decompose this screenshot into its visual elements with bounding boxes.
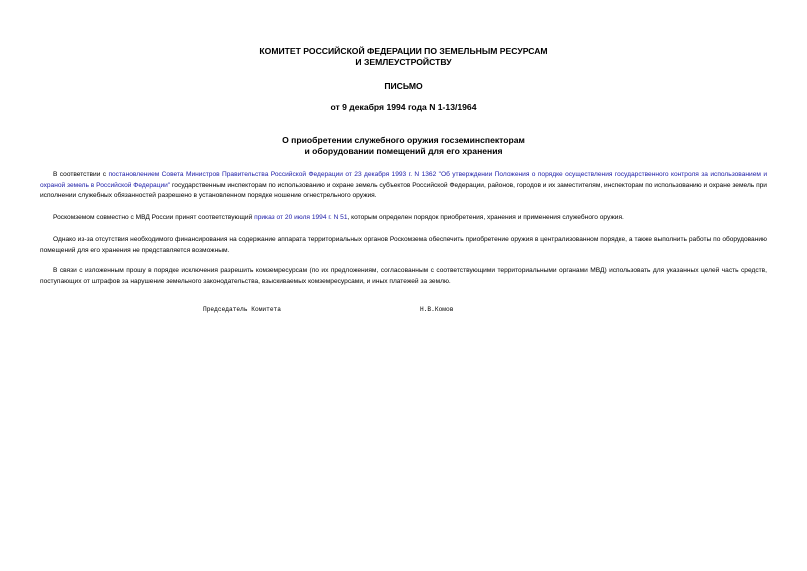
- paragraph-4-text: В связи с изложенным прошу в порядке исключения разрешить комземресурсам (по их предложениям, согласованным с соответствующими территориальными органами МВД) использовать для указанных целей часть средств, поступающих от штрафов за нарушение земельного законодательства, взыскиваемых комземресурсами, и иных платежей за землю.: [40, 267, 767, 285]
- signature-position: Председатель Комитета: [203, 306, 281, 313]
- signature-name: Н.В.Комов: [420, 306, 454, 313]
- document-subject: [0, 135, 807, 157]
- decree-1362-link[interactable]: постановлением Совета Министров Правительства Российской Федерации от 23 декабря 1993 г. N 1362 "Об утверждении Положения о порядке осуществления государственного контроля за использованием и охраной земель в Российской Федерации": [40, 171, 767, 189]
- subject-line-2: и оборудовании помещений для его хранения: [304, 146, 503, 156]
- date-number-label: от 9 декабря 1994 года N 1-13/1964: [330, 102, 477, 112]
- paragraph-1-after: государственным инспекторам по использованию и охране земель субъектов Российской Федерации, районов, городов и их заместителям, инспекторам по использованию и охране земель при исполнении служебных обязанностей разрешено в установленном порядке ношение огнестрельного оружия.: [40, 181, 767, 199]
- organization-line-1: КОМИТЕТ РОССИЙСКОЙ ФЕДЕРАЦИИ ПО ЗЕМЕЛЬНЫМ РЕСУРСАМ: [259, 46, 548, 56]
- document-type-label: ПИСЬМО: [384, 81, 423, 91]
- paragraph-2-text: [40, 213, 767, 224]
- organization-line-2: И ЗЕМЛЕУСТРОЙСТВУ: [355, 57, 452, 67]
- paragraph-2: [40, 213, 767, 224]
- subject-line-1: О приобретении служебного оружия госземинспекторам: [282, 135, 525, 145]
- paragraph-2-before: Роскомземом совместно с МВД России принят соответствующий: [53, 214, 255, 221]
- paragraph-1-text: [40, 170, 767, 202]
- paragraph-4: [40, 266, 767, 287]
- order-51-link[interactable]: приказ от 20 июля 1994 г. N 51: [254, 214, 348, 221]
- document-date-number: [0, 102, 807, 113]
- paragraph-1: [40, 170, 767, 202]
- paragraph-2-after: , которым определен порядок приобретения, хранения и применения служебного оружия.: [347, 214, 624, 221]
- organization-heading: [0, 46, 807, 68]
- paragraph-3: [40, 235, 767, 256]
- document-type: [0, 81, 807, 92]
- paragraph-3-text: Однако из-за отсутствия необходимого финансирования на содержание аппарата территориальных органов Роскомзема обеспечить приобретение оружия в централизованном порядке, а также выполнить работы по оборудованию помещений для его хранения не представляется возможным.: [40, 236, 767, 254]
- paragraph-1-before: В соответствии с: [53, 171, 109, 178]
